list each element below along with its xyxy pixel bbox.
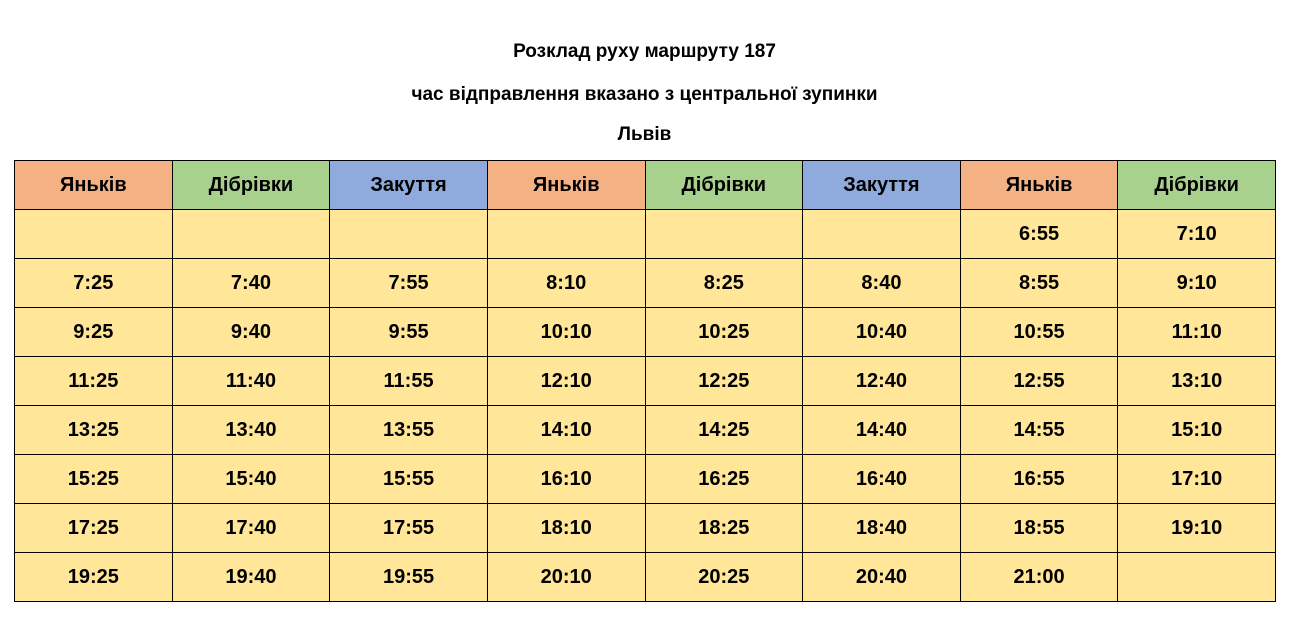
departure-time-cell: [803, 210, 961, 259]
departure-time-cell: 16:55: [960, 455, 1118, 504]
departure-time-cell: 20:10: [487, 553, 645, 602]
departure-time-cell: 6:55: [960, 210, 1118, 259]
column-header: Яньків: [15, 161, 173, 210]
departure-time-cell: 10:25: [645, 308, 803, 357]
departure-time-cell: 12:55: [960, 357, 1118, 406]
table-row: [15, 406, 1276, 455]
departure-time-cell: 17:40: [172, 504, 330, 553]
departure-time-cell: [1118, 553, 1276, 602]
departure-time-cell: 18:25: [645, 504, 803, 553]
departure-time-cell: 7:55: [330, 259, 488, 308]
departure-time-cell: 9:40: [172, 308, 330, 357]
departure-time-cell: [330, 210, 488, 259]
departure-time-cell: 7:40: [172, 259, 330, 308]
schedule-subtitle: час відправлення вказано з центральної зупинки: [411, 84, 878, 105]
departure-time-cell: 11:25: [15, 357, 173, 406]
departure-time-cell: 10:10: [487, 308, 645, 357]
departure-time-cell: 13:10: [1118, 357, 1276, 406]
departure-time-cell: 10:55: [960, 308, 1118, 357]
departure-time-cell: 15:25: [15, 455, 173, 504]
departure-time-cell: 18:40: [803, 504, 961, 553]
departure-time-cell: 19:25: [15, 553, 173, 602]
column-header: Дібрівки: [172, 161, 330, 210]
departure-time-cell: 16:40: [803, 455, 961, 504]
departure-time-cell: 16:25: [645, 455, 803, 504]
departure-time-cell: 8:40: [803, 259, 961, 308]
departure-time-cell: 13:25: [15, 406, 173, 455]
schedule-body: [15, 210, 1276, 602]
departure-time-cell: 19:10: [1118, 504, 1276, 553]
departure-time-cell: 18:55: [960, 504, 1118, 553]
header-row: [15, 161, 1276, 210]
column-header: Закуття: [803, 161, 961, 210]
departure-time-cell: 17:25: [15, 504, 173, 553]
departure-time-cell: 13:40: [172, 406, 330, 455]
departure-time-cell: 7:25: [15, 259, 173, 308]
departure-time-cell: 14:55: [960, 406, 1118, 455]
departure-time-cell: 19:40: [172, 553, 330, 602]
schedule-city: Львів: [617, 124, 672, 145]
table-row: [15, 455, 1276, 504]
table-row: [15, 308, 1276, 357]
table-row: [15, 210, 1276, 259]
departure-time-cell: 17:55: [330, 504, 488, 553]
departure-time-cell: 19:55: [330, 553, 488, 602]
departure-time-cell: 8:10: [487, 259, 645, 308]
departure-time-cell: 12:10: [487, 357, 645, 406]
departure-time-cell: 8:55: [960, 259, 1118, 308]
departure-time-cell: 14:25: [645, 406, 803, 455]
departure-time-cell: 17:10: [1118, 455, 1276, 504]
departure-time-cell: 21:00: [960, 553, 1118, 602]
column-header: Яньків: [487, 161, 645, 210]
departure-time-cell: 14:10: [487, 406, 645, 455]
departure-time-cell: 13:55: [330, 406, 488, 455]
departure-time-cell: [645, 210, 803, 259]
table-row: [15, 259, 1276, 308]
departure-time-cell: 20:25: [645, 553, 803, 602]
column-header: Дібрівки: [645, 161, 803, 210]
departure-time-cell: 7:10: [1118, 210, 1276, 259]
departure-time-cell: 15:55: [330, 455, 488, 504]
departure-time-cell: 16:10: [487, 455, 645, 504]
table-row: [15, 504, 1276, 553]
departure-time-cell: 15:40: [172, 455, 330, 504]
schedule-table: [14, 160, 1276, 602]
departure-time-cell: 9:55: [330, 308, 488, 357]
departure-time-cell: 15:10: [1118, 406, 1276, 455]
departure-time-cell: [487, 210, 645, 259]
departure-time-cell: 11:40: [172, 357, 330, 406]
column-header: Яньків: [960, 161, 1118, 210]
departure-time-cell: 9:10: [1118, 259, 1276, 308]
departure-time-cell: 18:10: [487, 504, 645, 553]
departure-time-cell: 20:40: [803, 553, 961, 602]
departure-time-cell: 12:25: [645, 357, 803, 406]
column-header: Закуття: [330, 161, 488, 210]
departure-time-cell: 8:25: [645, 259, 803, 308]
departure-time-cell: 14:40: [803, 406, 961, 455]
departure-time-cell: [172, 210, 330, 259]
column-header: Дібрівки: [1118, 161, 1276, 210]
table-row: [15, 553, 1276, 602]
departure-time-cell: 11:10: [1118, 308, 1276, 357]
departure-time-cell: [15, 210, 173, 259]
departure-time-cell: 12:40: [803, 357, 961, 406]
table-row: [15, 357, 1276, 406]
departure-time-cell: 10:40: [803, 308, 961, 357]
departure-time-cell: 11:55: [330, 357, 488, 406]
departure-time-cell: 9:25: [15, 308, 173, 357]
schedule-title: Розклад руху маршруту 187: [513, 41, 776, 62]
